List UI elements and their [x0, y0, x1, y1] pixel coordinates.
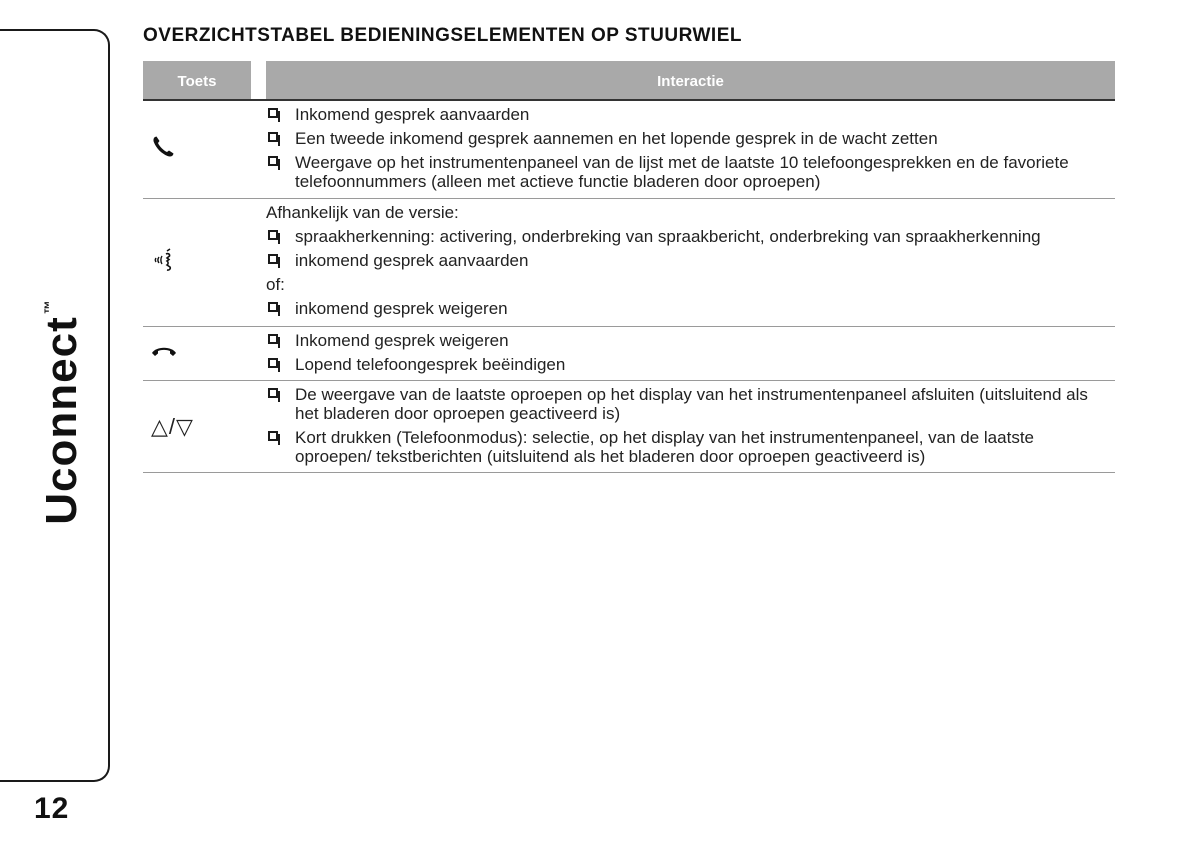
checkbox-bullet-icon [268, 254, 278, 264]
page-number: 12 [34, 792, 70, 825]
voice-command-icon [151, 247, 175, 278]
table-row [143, 199, 1115, 327]
list-item: spraakherkenning: activering, onderbreking van spraakbericht, onderbreking van spraakherkenning [266, 227, 1115, 246]
checkbox-bullet-icon [268, 358, 278, 368]
checkbox-bullet-icon [268, 302, 278, 312]
list-item: Een tweede inkomend gesprek aannemen en het lopende gesprek in de wacht zetten [266, 129, 1115, 148]
phone-pickup-icon [151, 135, 175, 164]
checkbox-bullet-icon [268, 431, 278, 441]
interaction-cell [266, 101, 1115, 198]
list-item: De weergave van de laatste oproepen op het display van het instrumentenpaneel afsluiten (uitsluitend als het bladeren door oproepen geactiveerd is) [266, 385, 1115, 423]
checkbox-bullet-icon [268, 132, 278, 142]
chapter-title: Uconnect™ [37, 299, 86, 525]
table-row [143, 101, 1115, 199]
list-item: inkomend gesprek aanvaarden [266, 251, 1115, 270]
key-cell [143, 381, 266, 472]
list-item: Lopend telefoongesprek beëindigen [266, 355, 1115, 374]
interaction-cell [266, 381, 1115, 472]
interaction-cell [266, 327, 1115, 380]
checkbox-bullet-icon [268, 388, 278, 398]
checkbox-bullet-icon [268, 108, 278, 118]
trademark-sign: ™ [41, 299, 57, 315]
table-header [143, 61, 1115, 101]
header-interaction: Interactie [266, 61, 1115, 99]
table-row [143, 327, 1115, 381]
list-item: Kort drukken (Telefoonmodus): selectie, op het display van het instrumentenpaneel, van de laatste oproepen/ tekstberichten (uitsluitend als het bladeren door oproepen geactiveerd is) [266, 428, 1115, 466]
up-down-arrows-icon: △/▽ [151, 413, 194, 439]
table-row [143, 381, 1115, 473]
text-line: of: [266, 275, 285, 294]
list-item: inkomend gesprek weigeren [266, 299, 1115, 318]
phone-hangup-icon [151, 344, 177, 363]
checkbox-bullet-icon [268, 156, 278, 166]
key-cell [143, 101, 266, 198]
interaction-cell [266, 199, 1115, 326]
text-line: Afhankelijk van de versie: [266, 203, 459, 222]
key-cell [143, 199, 266, 326]
list-item: Inkomend gesprek aanvaarden [266, 105, 1115, 124]
list-item: Inkomend gesprek weigeren [266, 331, 1115, 350]
key-cell [143, 327, 266, 380]
controls-table [143, 61, 1115, 473]
header-key: Toets [143, 61, 251, 99]
list-item: Weergave op het instrumentenpaneel van de lijst met de laatste 10 telefoongesprekken en de favoriete telefoonnummers (alleen met actieve functie bladeren door oproepen) [266, 153, 1115, 191]
checkbox-bullet-icon [268, 334, 278, 344]
section-title: OVERZICHTSTABEL BEDIENINGSELEMENTEN OP STUURWIEL [143, 25, 742, 46]
checkbox-bullet-icon [268, 230, 278, 240]
